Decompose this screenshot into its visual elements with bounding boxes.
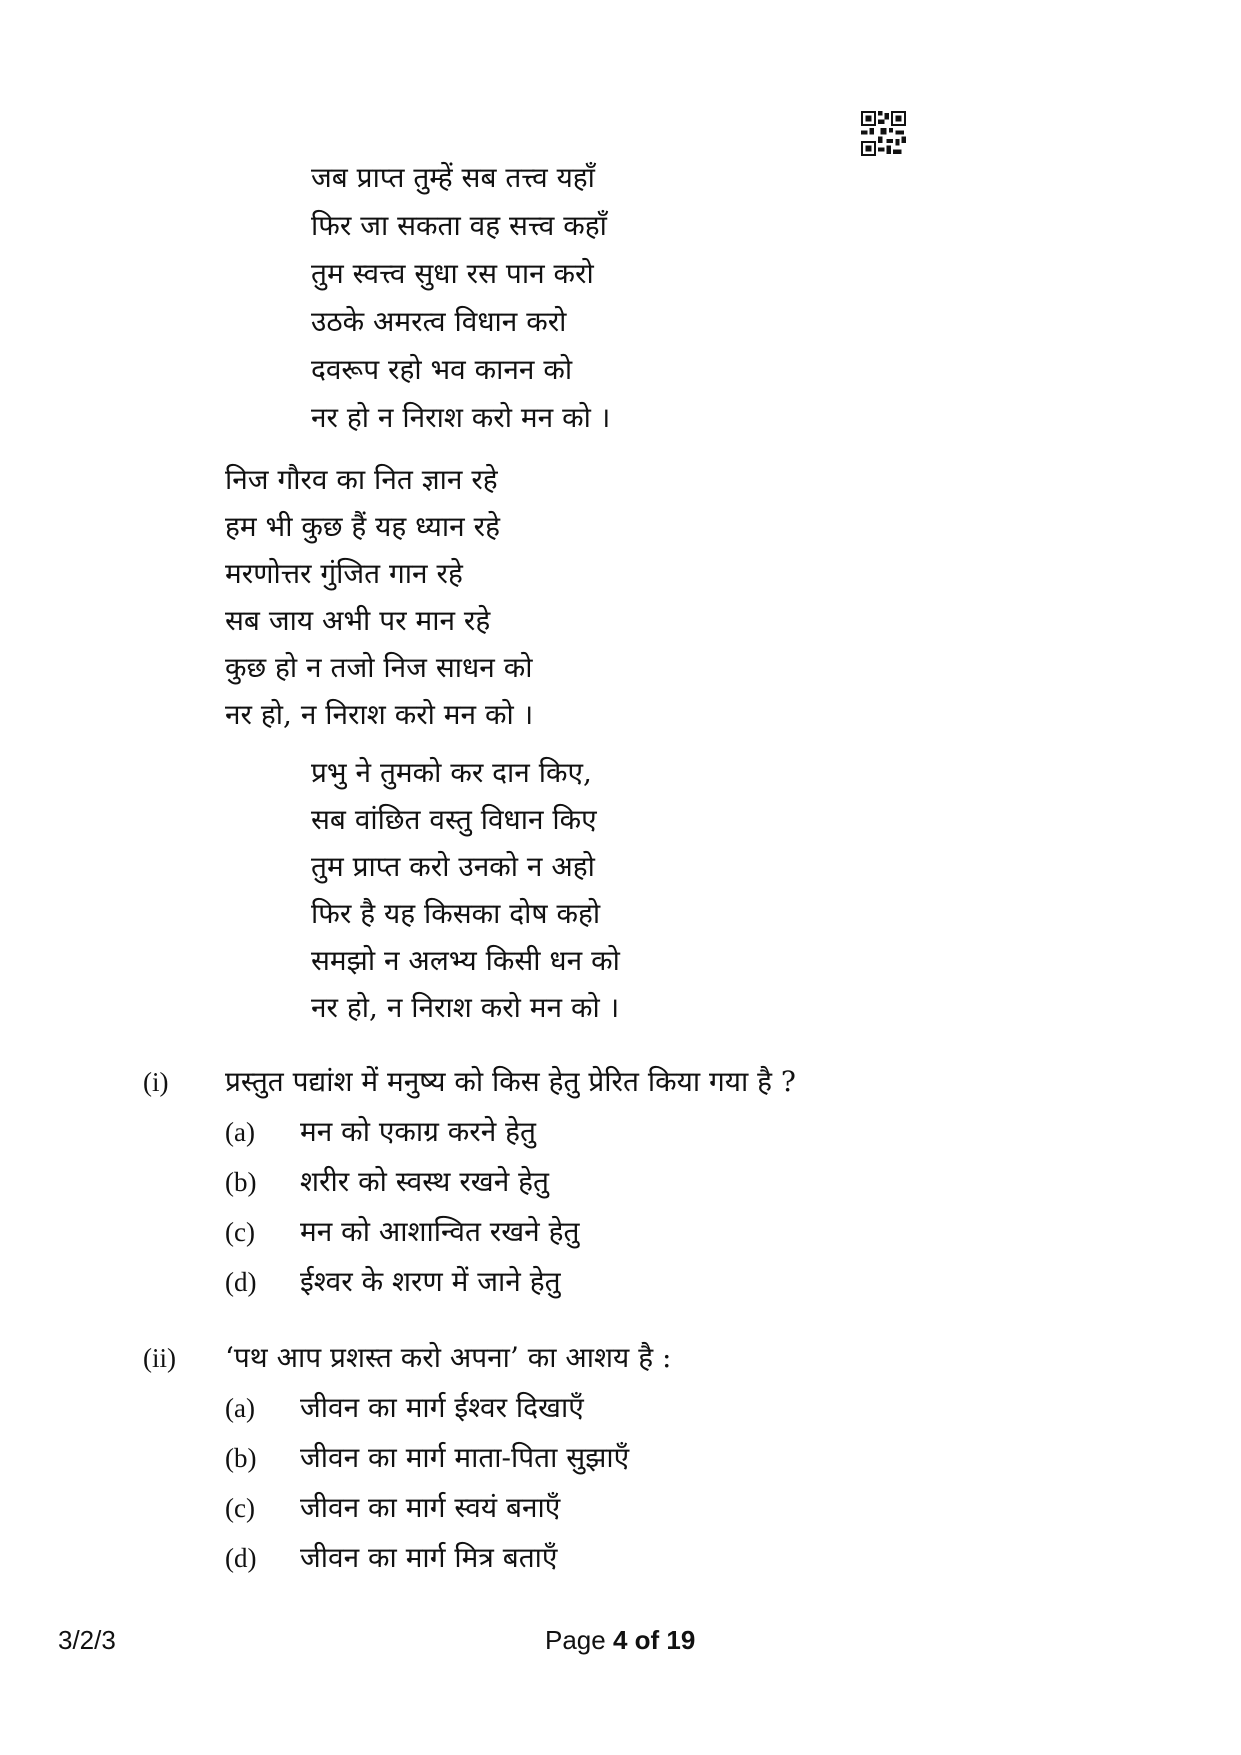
- poem-line: फिर है यह किसका दोष कहो: [311, 897, 601, 930]
- question-number: (ii): [143, 1343, 176, 1373]
- option-text: जीवन का मार्ग माता-पिता सुझाएँ: [300, 1441, 630, 1474]
- poem-line: हम भी कुछ हैं यह ध्यान रहे: [225, 510, 500, 543]
- option-text: मन को एकाग्र करने हेतु: [300, 1115, 536, 1148]
- question-text: ‘पथ आप प्रशस्त करो अपना’ का आशय है :: [225, 1341, 672, 1374]
- option-text: ईश्वर के शरण में जाने हेतु: [300, 1265, 561, 1298]
- option-label: (d): [225, 1543, 257, 1573]
- option-label: (b): [225, 1167, 257, 1197]
- page-current: 4: [612, 1625, 628, 1655]
- poem-line: समझो न अलभ्य किसी धन को: [311, 944, 620, 977]
- question-number: (i): [143, 1067, 169, 1097]
- poem-line: उठके अमरत्व विधान करो: [311, 305, 567, 338]
- option-text: जीवन का मार्ग स्वयं बनाएँ: [300, 1491, 561, 1524]
- option-text: शरीर को स्वस्थ रखने हेतु: [300, 1165, 549, 1198]
- option-text: जीवन का मार्ग मित्र बताएँ: [300, 1541, 558, 1574]
- qr-code-icon: [861, 111, 906, 156]
- poem-line: सब वांछित वस्तु विधान किए: [311, 803, 597, 836]
- poem-line: प्रभु ने तुमको कर दान किए,: [311, 756, 592, 789]
- poem-line: मरणोत्तर गुंजित गान रहे: [225, 557, 463, 590]
- option-text: मन को आशान्वित रखने हेतु: [300, 1215, 580, 1248]
- page-total: 19: [666, 1625, 696, 1655]
- option-label: (c): [225, 1493, 255, 1523]
- option-label: (c): [225, 1217, 255, 1247]
- option-label: (a): [225, 1393, 255, 1423]
- poem-line: दवरूप रहो भव कानन को: [311, 353, 573, 386]
- paper-code: 3/2/3: [58, 1625, 116, 1655]
- poem-line: तुम स्वत्त्व सुधा रस पान करो: [311, 257, 594, 290]
- page-prefix: Page: [545, 1625, 613, 1655]
- page-of: of: [627, 1625, 667, 1655]
- question-text: प्रस्तुत पद्यांश में मनुष्य को किस हेतु प्रेरित किया गया है ?: [225, 1065, 796, 1098]
- option-label: (d): [225, 1267, 257, 1297]
- poem-line: नर हो, न निराश करो मन को ।: [225, 698, 534, 731]
- poem-line: कुछ हो न तजो निज साधन को: [225, 651, 533, 684]
- option-text: जीवन का मार्ग ईश्वर दिखाएँ: [300, 1391, 584, 1424]
- poem-line: सब जाय अभी पर मान रहे: [225, 604, 491, 637]
- poem-line: निज गौरव का नित ज्ञान रहे: [225, 463, 498, 496]
- option-label: (b): [225, 1443, 257, 1473]
- page-number: [545, 1622, 695, 1658]
- poem-line: तुम प्राप्त करो उनको न अहो: [311, 850, 595, 883]
- poem-line: नर हो न निराश करो मन को ।: [311, 401, 611, 434]
- option-label: (a): [225, 1117, 255, 1147]
- poem-line: जब प्राप्त तुम्हें सब तत्त्व यहाँ: [311, 161, 595, 194]
- poem-line: फिर जा सकता वह सत्त्व कहाँ: [311, 209, 607, 242]
- poem-line: नर हो, न निराश करो मन को ।: [311, 991, 620, 1024]
